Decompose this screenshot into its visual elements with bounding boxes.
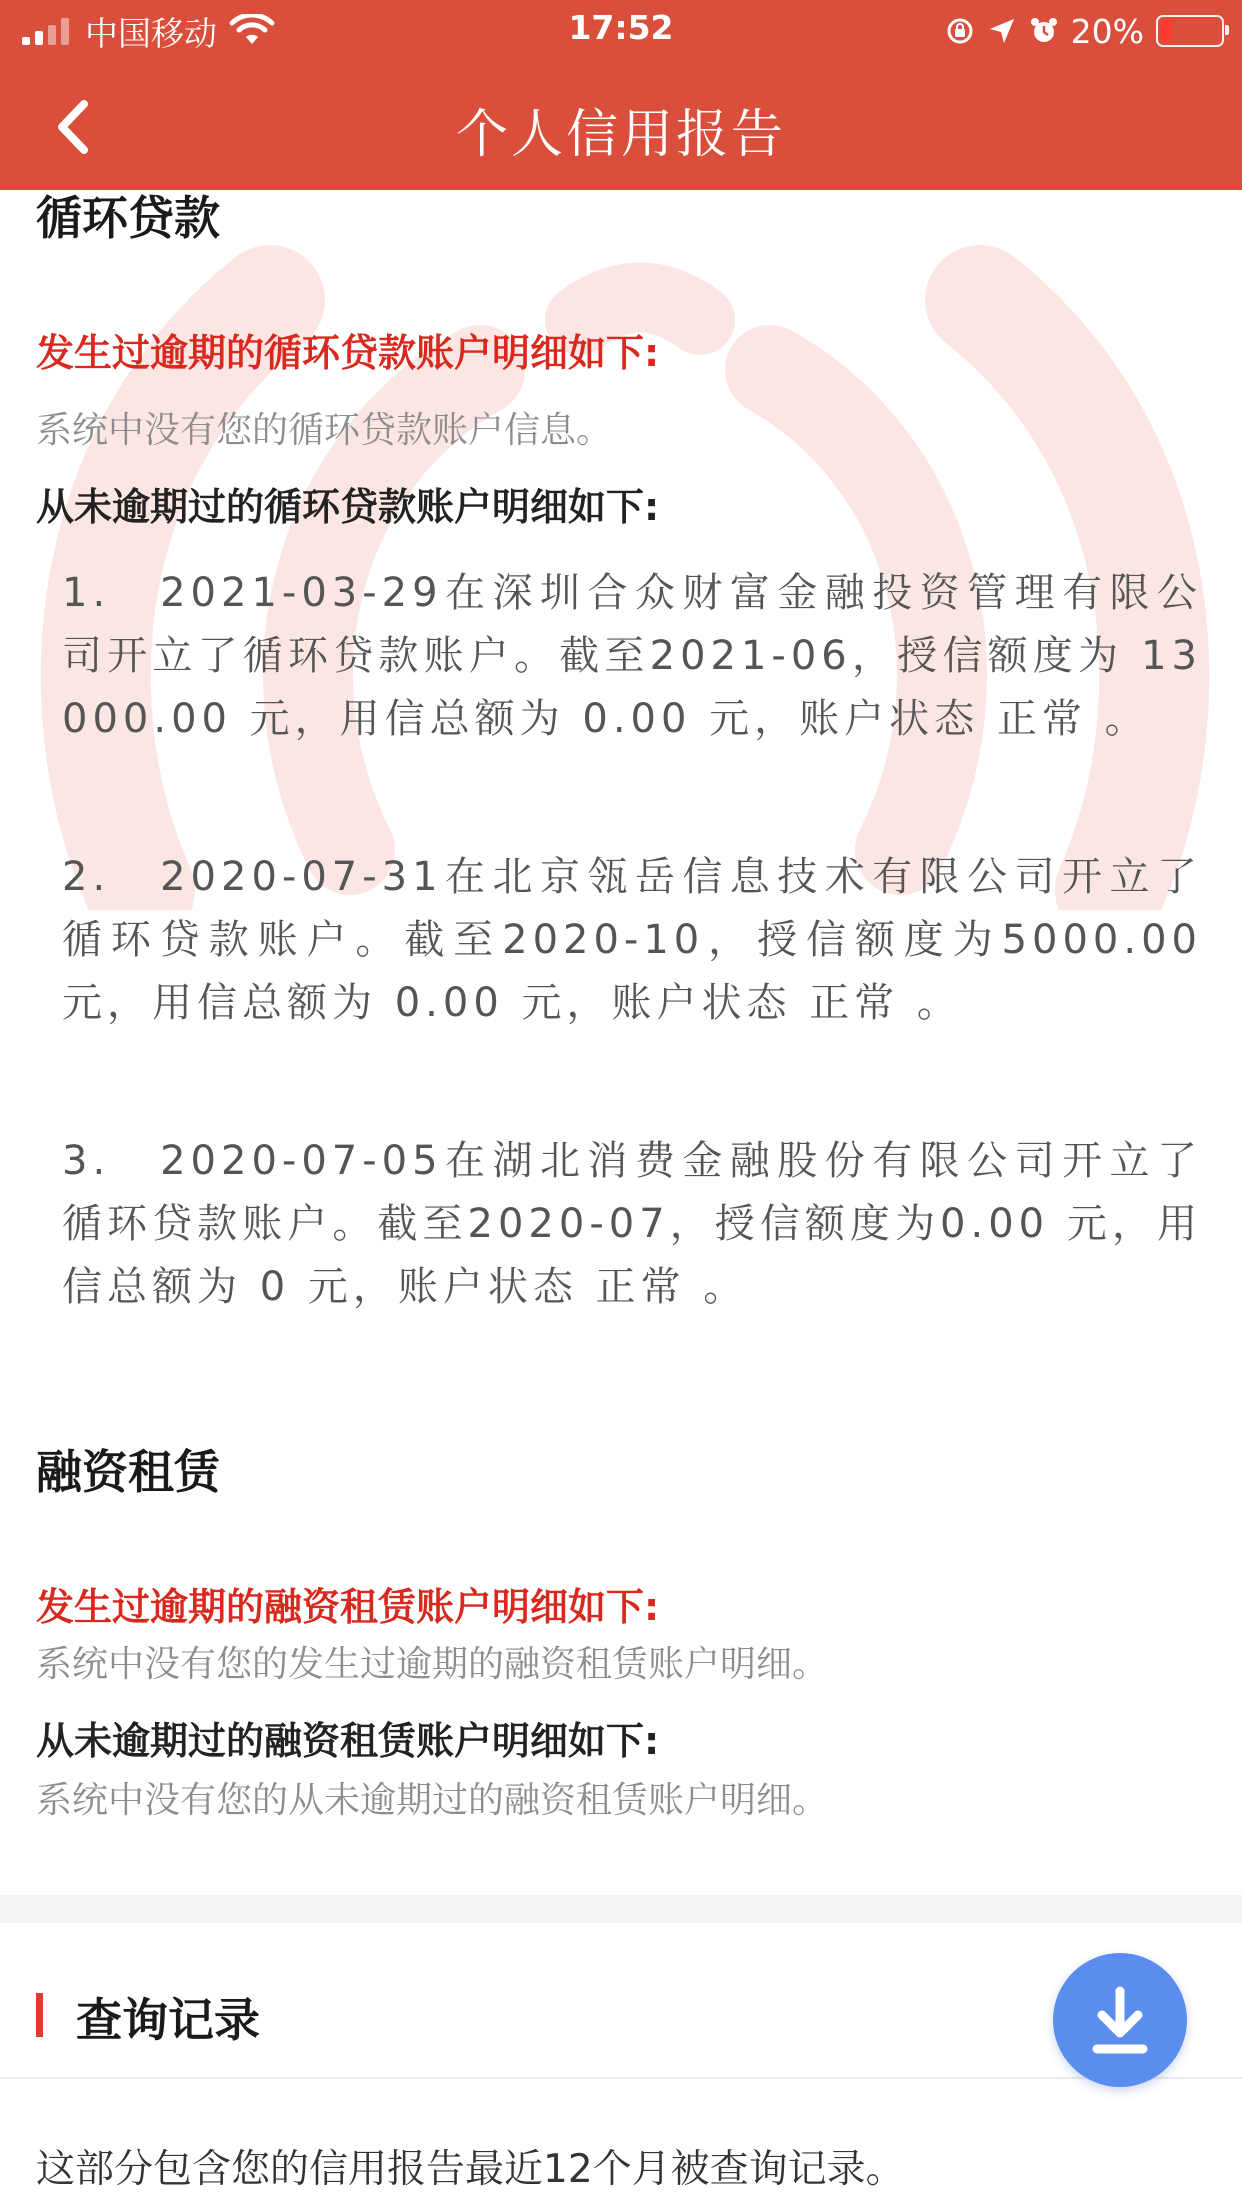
navigation-bar	[0, 62, 1242, 190]
status-time: 17:52	[568, 8, 674, 47]
finance-lease-title: 融资租赁	[36, 1445, 220, 1499]
download-icon	[1053, 1953, 1187, 2087]
lease-overdue-heading: 发生过逾期的融资租赁账户明细如下:	[36, 1585, 660, 1629]
lease-normal-empty-text: 系统中没有您的从未逾期过的融资租赁账户明细。	[36, 1780, 829, 1821]
query-records-description: 这部分包含您的信用报告最近12个月被查询记录。	[36, 2147, 905, 2192]
section-divider	[0, 1895, 1242, 1923]
revolving-overdue-empty-text: 系统中没有您的循环贷款账户信息。	[36, 410, 613, 451]
carrier-name: 中国移动	[85, 13, 217, 53]
page-title: 个人信用报告	[455, 105, 786, 165]
lease-overdue-empty-text: 系统中没有您的发生过逾期的融资租赁账户明细。	[36, 1644, 829, 1685]
rotation-lock-icon	[945, 16, 975, 46]
alarm-icon	[1029, 16, 1059, 46]
section-accent-bar	[36, 1993, 43, 2037]
status-bar	[0, 0, 1242, 62]
battery-percentage: 20%	[1070, 11, 1144, 51]
download-button[interactable]	[1053, 1953, 1187, 2087]
revolving-record-1: 1. 2021-03-29在深圳合众财富金融投资管理有限公司开立了循环贷款账户。截至2021-06，授信额度为 13000.00 元，用信总额为 0.00 元，账户状态 正常 。	[62, 570, 1202, 742]
lease-normal-heading: 从未逾期过的融资租赁账户明细如下:	[36, 1719, 660, 1763]
revolving-loan-title: 循环贷款	[36, 191, 220, 245]
battery-icon	[1156, 15, 1224, 47]
location-icon	[987, 16, 1017, 46]
revolving-overdue-heading: 发生过逾期的循环贷款账户明细如下:	[36, 331, 660, 375]
revolving-normal-heading: 从未逾期过的循环贷款账户明细如下:	[36, 485, 660, 529]
revolving-record-2: 2. 2020-07-31在北京瓴岳信息技术有限公司开立了循环贷款账户。截至2020-10，授信额度为5000.00 元，用信总额为 0.00 元，账户状态 正常 。	[62, 854, 1202, 1026]
query-records-title: 查询记录	[76, 1993, 260, 2047]
app-header	[0, 0, 1242, 190]
revolving-record-3: 3. 2020-07-05在湖北消费金融股份有限公司开立了循环贷款账户。截至2020-07，授信额度为0.00 元，用信总额为 0 元，账户状态 正常 。	[62, 1138, 1202, 1310]
